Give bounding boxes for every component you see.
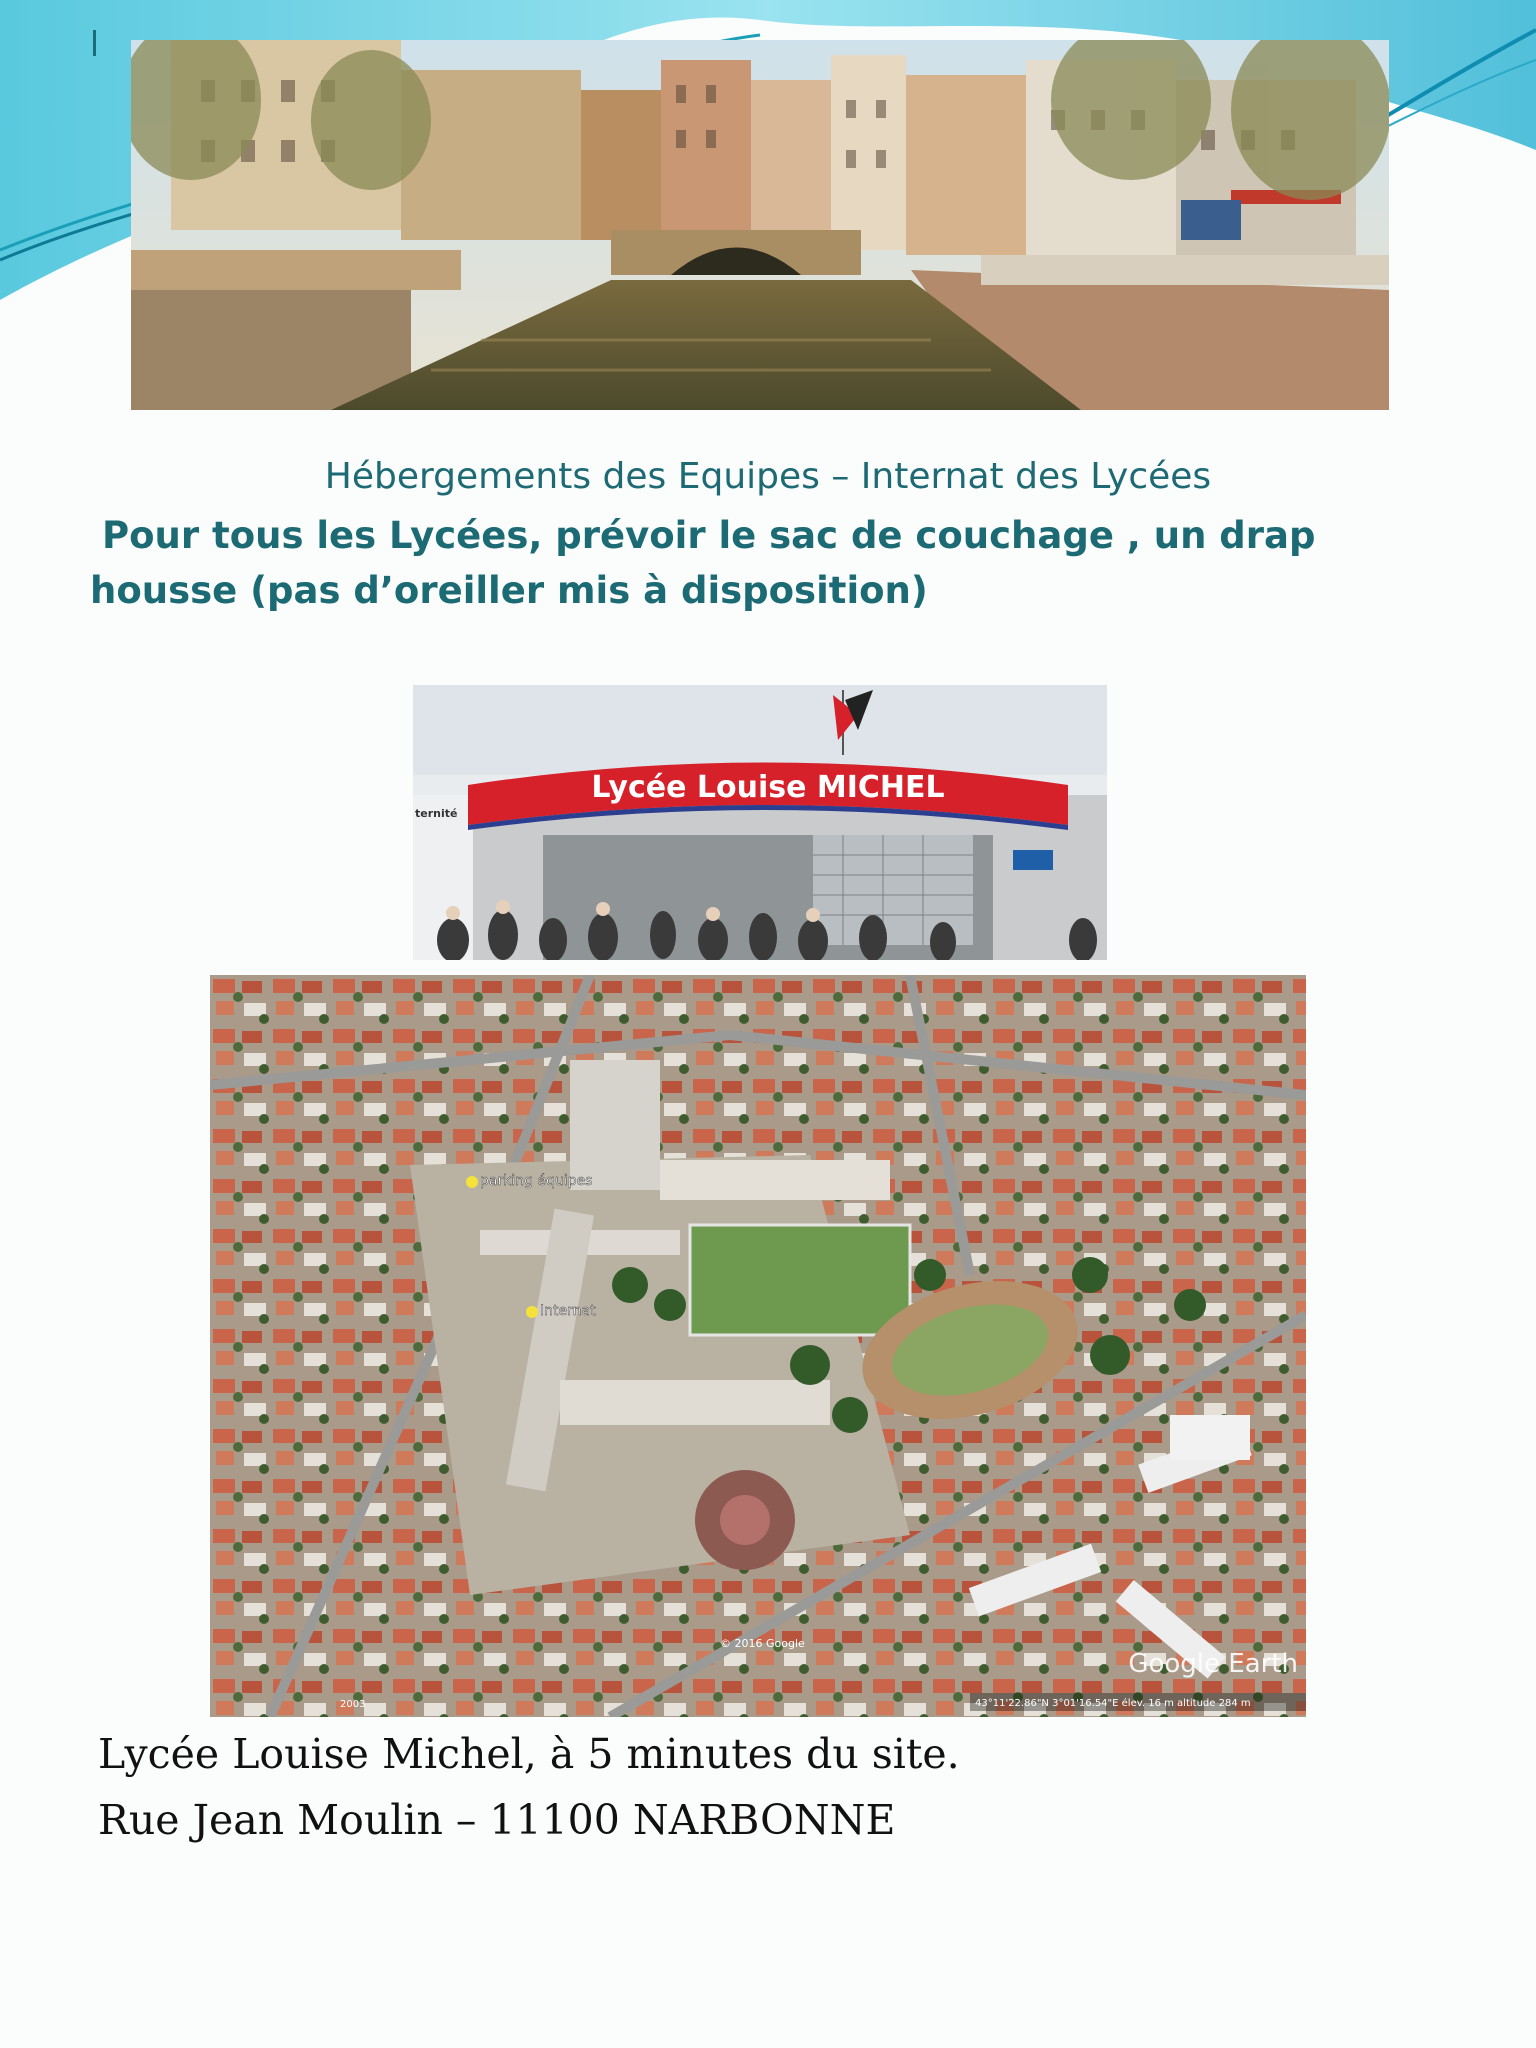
page-heading: Hébergements des Equipes – Internat des Lycées [324,456,1212,497]
school-entrance-photo [413,685,1107,960]
map-label-parking: parking équipes [480,1173,593,1189]
map-year: 2003 [340,1699,366,1710]
aerial-map-photo [210,975,1306,1717]
bedding-note: Pour tous les Lycées, prévoir le sac de couchage , un drap housse (pas d’oreiller mis à disposition) [90,514,1316,612]
slide-marker [93,30,96,56]
caption-address: Rue Jean Moulin – 11100 NARBONNE [98,1796,896,1844]
caption-school-distance: Lycée Louise Michel, à 5 minutes du site. [98,1730,960,1778]
google-earth-watermark: Google Earth [1128,1649,1298,1679]
canal-banner-photo [131,40,1389,410]
map-label-internat: Internat [540,1303,596,1319]
map-copyright: © 2016 Google [720,1637,805,1650]
school-side-text: ternité [415,807,458,820]
school-sign-text: Lycée Louise MICHEL [591,770,945,805]
map-coordinates: 43°11'22.86"N 3°01'16.54"E élev. 16 m altitude 284 m [975,1698,1251,1709]
